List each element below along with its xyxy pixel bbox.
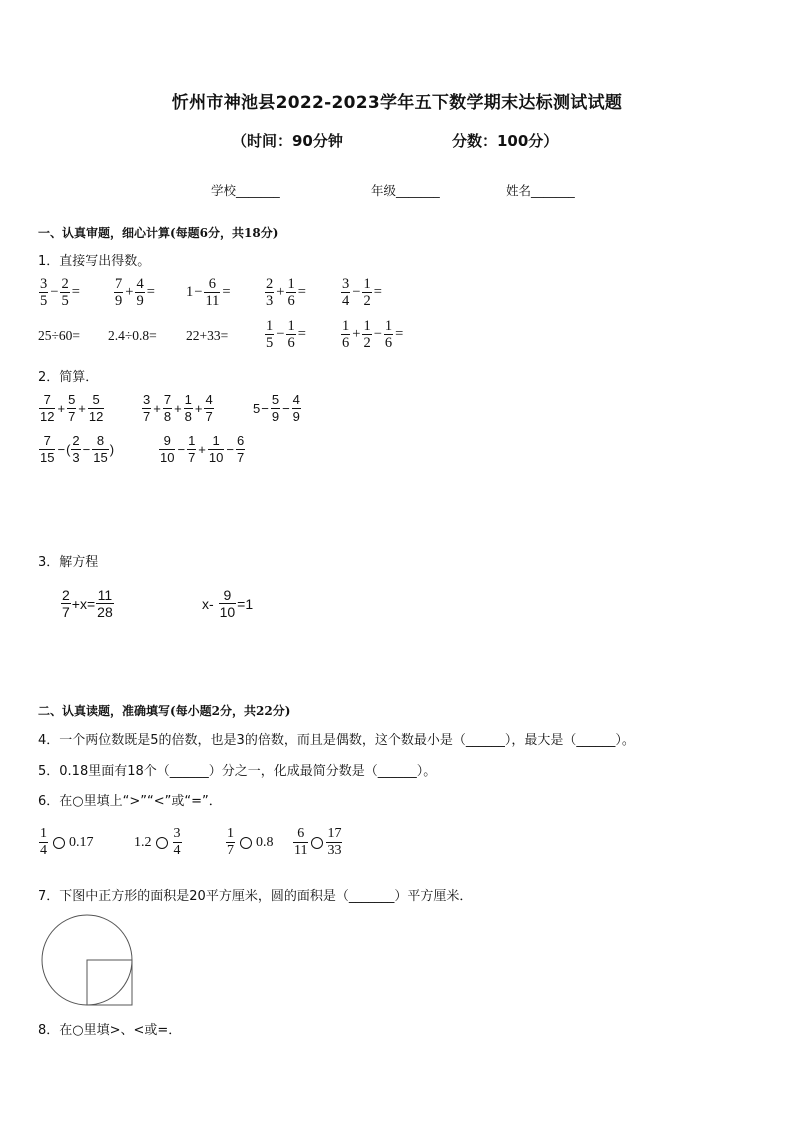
page-title: 忻州市神池县2022-2023学年五下数学期末达标测试试题 [171,93,623,113]
equation-1: 2 7 +x= $\frac{11}{28}$ [62,587,113,620]
question-7: 7．下图中正方形的面积是20平方厘米，圆的面积是（_______）平方厘米． [38,889,473,904]
blank-circle-icon [156,837,168,849]
compare-2: 1.2 3 4 [134,826,181,858]
expr-1b: 7 9 + $\frac{4}{9}$ = [115,276,155,309]
question-8: 8．在○里填>、<或=． [38,1023,182,1038]
question-2: 2．简算． [38,370,99,385]
question-1: 1．直接写出得数。 [38,254,151,269]
expr-2b: 3 7 + $\frac{7}{8}$ + $\frac{1}{8}$ + $\frac{4}{7}$ [143,392,213,424]
school-field: 学校_______ [211,183,280,198]
expr-1h: 22+33= [186,328,229,343]
compare-3: 1 7 0.8 [227,826,274,858]
expr-1j: 1 6 + $\frac{1}{2}$ − $\frac{1}{6}$ = [342,318,404,351]
question-6: 6．在○里填上“>”“<”或“=”． [38,794,222,809]
expr-1f: 25÷60= [38,328,81,343]
blank-circle-icon [240,837,252,849]
expr-2e: 9 10 − $\frac{1}{7}$ + $\frac{1}{10}$ − $\frac{6}{7}$ [160,433,245,465]
expr-1c: 1 − $\frac{6}{11}$ = [186,276,231,309]
expr-1d: 2 3 + $\frac{1}{6}$ = [266,276,306,309]
section-1-heading: 一、认真审题，细心计算(每题6分，共18分) [38,226,279,240]
expr-1g: 2.4÷0.8= [108,328,157,343]
circle-square-figure [40,913,136,1009]
blank-circle-icon [311,837,323,849]
expr-1a: 3 5 − $\frac{2}{5}$ = [40,276,80,309]
grade-field: 年级_______ [371,183,440,198]
expr-2d: 7 15 − ( 2 3 − $\frac{8}{15}$ ) [40,433,115,465]
question-3: 3．解方程 [38,555,99,570]
blank-circle-icon [53,837,65,849]
expr-2c: 5 − $\frac{5}{9}$ − $\frac{4}{9}$ [253,392,300,424]
exam-time: （时间：90分钟 [232,132,343,150]
compare-4: 6 11 17 33 [294,826,342,858]
section-2-heading: 二、认真读题，准确填写(每小题2分，共22分) [38,704,291,718]
question-5: 5．0.18里面有18个（______）分之一，化成最简分数是（______）。 [38,764,437,779]
compare-1: 1 4 0.17 [40,826,94,858]
exam-score: 分数：100分） [452,132,559,150]
question-4: 4．一个两位数既是5的倍数，也是3的倍数，而且是偶数，这个数最小是（______），最大是（______）。 [38,733,635,748]
equation-2: x- $\frac{9}{10}$ =1 [202,587,254,620]
expr-1e: 3 4 − $\frac{1}{2}$ = [342,276,382,309]
name-field: 姓名_______ [506,183,575,198]
expr-2a: 7 12 + $\frac{5}{7}$ + $\frac{5}{12}$ [40,392,104,424]
expr-1i: 1 5 − $\frac{1}{6}$ = [266,318,306,351]
